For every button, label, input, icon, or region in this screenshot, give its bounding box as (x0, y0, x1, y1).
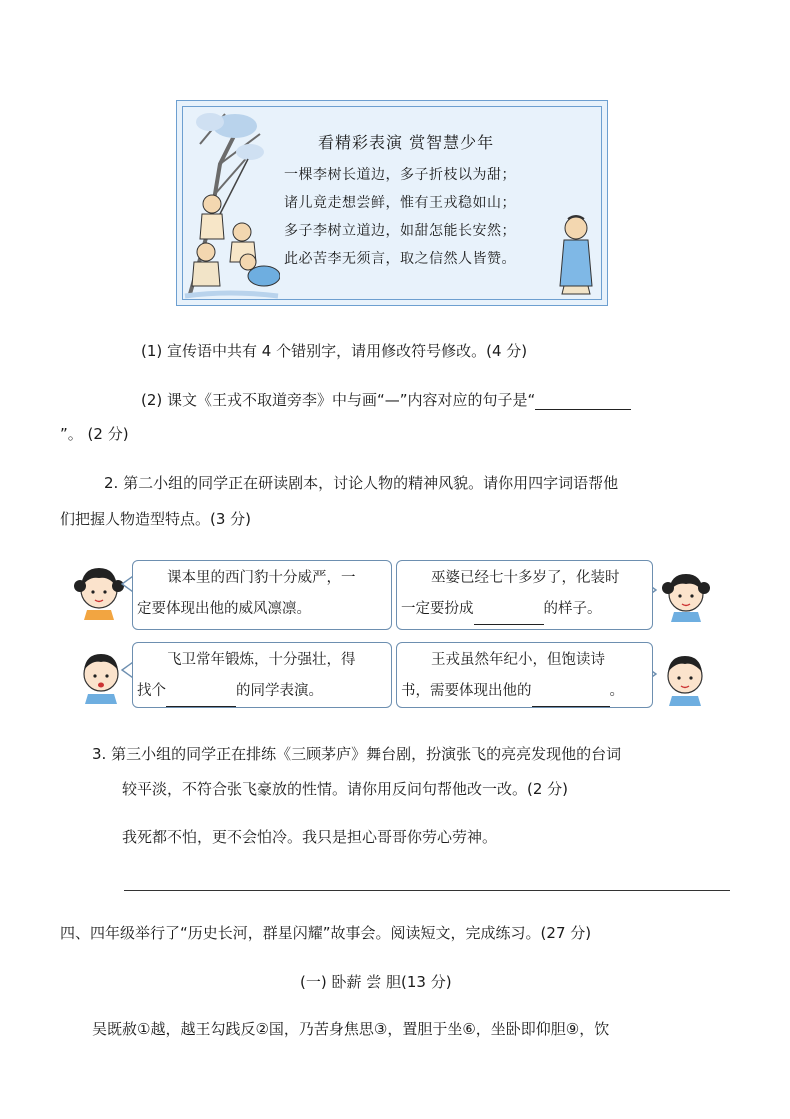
child-head (197, 243, 215, 261)
bubble-text: 巫婆已经七十多岁了，化装时 (431, 570, 620, 586)
answer-blank[interactable] (474, 608, 544, 625)
poem-line: 此必苦李无须言，取之信然人皆赞。 (284, 251, 516, 267)
speech-bubble-ximen-bao (132, 560, 392, 630)
question-3-line-2: 较平淡，不符合张飞豪放的性情。请你用反问句帮他改一改。(2 分) (122, 780, 569, 798)
bubble-text: 的同学表演。 (236, 683, 323, 699)
bubble-text: 找个 (137, 683, 166, 699)
speech-bubble-wang-rong (396, 642, 653, 708)
girl-avatar-right (660, 568, 712, 622)
question-1-part-2-text: (2) 课文《王戎不取道旁李》中与画“—”内容对应的句子是“ (141, 391, 536, 409)
answer-blank[interactable] (532, 690, 610, 707)
bubble-text: 王戎虽然年纪小，但饱读诗 (431, 652, 605, 668)
answer-blank[interactable] (166, 690, 236, 707)
boy-robe-hem (562, 286, 590, 294)
bubble-text: 定要体现出他的威风凛凛。 (137, 601, 311, 617)
tree-leaves (196, 113, 224, 131)
wang-rong-illustration (554, 214, 598, 298)
pole (220, 159, 248, 214)
ground (185, 293, 278, 296)
child-head (203, 195, 221, 213)
poem-line: 一棵李树长道边，多子折枝以为甜； (284, 167, 516, 183)
question-1-part-2 (141, 389, 631, 410)
bubble-text: 。 (609, 683, 624, 699)
poem-line: 诸儿竟走想尝鲜，惟有王戎稳如山； (284, 195, 516, 211)
question-1-part-1: (1) 宣传语中共有 4 个错别字，请用修改符号修改。(4 分) (141, 342, 528, 360)
child-body (248, 266, 280, 286)
question-1-part-2-end: ”。 (2 分) (60, 425, 129, 443)
question-2-line-2: 们把握人物造型特点。(3 分) (60, 510, 252, 528)
question-3-line-1: 3. 第三小组的同学正在排练《三顾茅庐》舞台剧，扮演张飞的亮亮发现他的台词 (92, 745, 622, 763)
boy-avatar-right (660, 650, 710, 706)
answer-line[interactable] (124, 890, 730, 891)
child-body (200, 214, 224, 239)
bubble-text: 课本里的西门豹十分威严，一 (167, 570, 356, 586)
answer-blank[interactable] (535, 393, 631, 410)
bubble-text: 一定要扮成 (401, 601, 474, 617)
section-4-heading: 四、四年级举行了“历史长河，群星闪耀”故事会。阅读短文，完成练习。(27 分) (60, 924, 592, 942)
boy-head (565, 217, 587, 239)
speech-bubble-wupo (396, 560, 653, 630)
poem-line: 多子李树立道边，如甜怎能长安然； (284, 223, 516, 239)
bubble-text: 书，需要体现出他的 (401, 683, 532, 699)
reading-title: (一) 卧薪 尝 胆(13 分) (300, 973, 452, 991)
children-tree-illustration (180, 104, 280, 302)
child-head (240, 254, 256, 270)
child-body (192, 262, 220, 286)
child-head (233, 223, 251, 241)
boy-robe (560, 240, 592, 286)
question-2-line-1: 2. 第二小组的同学正在研读剧本，讨论人物的精神风貌。请你用四字词语帮他 (104, 474, 619, 492)
bubble-text: 的样子。 (543, 601, 602, 617)
tree-leaves (236, 144, 264, 160)
bubble-text: 飞卫常年锻炼，十分强壮，得 (167, 652, 356, 668)
question-3-sentence: 我死都不怕，更不会怕冷。我只是担心哥哥你劳心劳神。 (122, 828, 498, 846)
reading-text: 吴既赦①越，越王勾践反②国，乃苦身焦思③，置胆于坐⑥，坐卧即仰胆⑨，饮 (92, 1020, 610, 1038)
speech-bubble-fei-wei (132, 642, 392, 708)
poster-title: 看精彩表演 赏智慧少年 (318, 133, 495, 152)
